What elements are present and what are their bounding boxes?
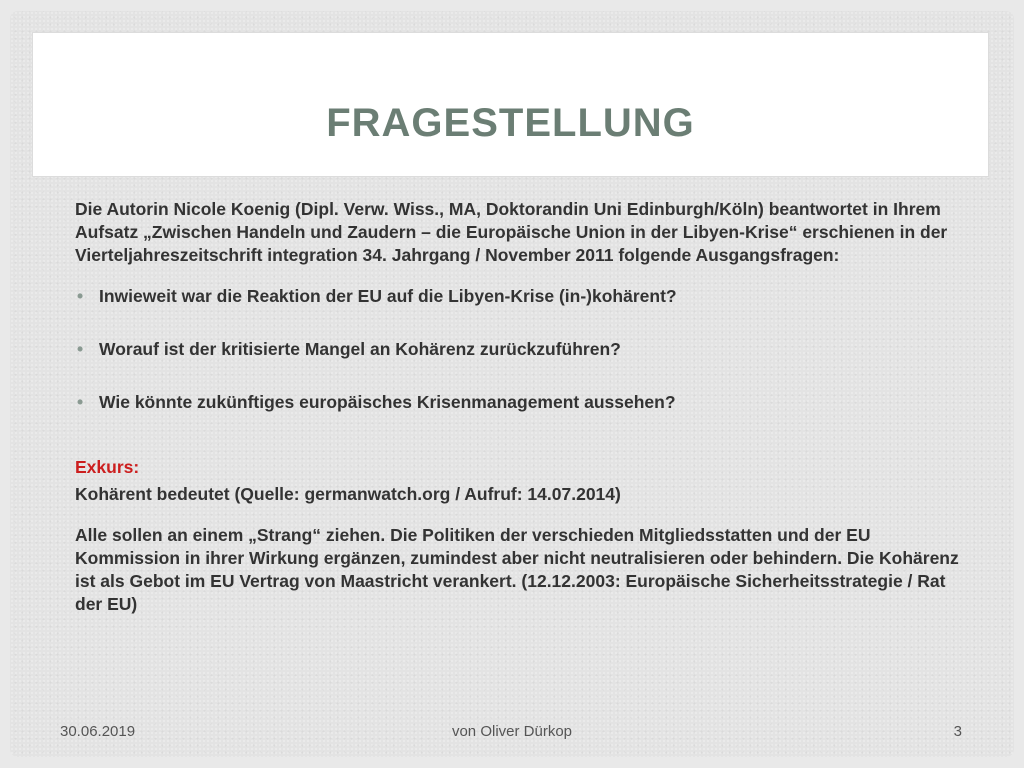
- footer-page-number: 3: [953, 723, 962, 740]
- list-item: [75, 391, 975, 414]
- bullet-icon: •: [77, 286, 84, 306]
- closing-paragraph: Alle sollen an einem „Strang“ ziehen. Die Politiken der verschieden Mitgliedsstatten und der EU Kommission in ihrer Wirkung ergänzen, zumindest aber nicht neutralisieren oder behindern. Die Kohärenz ist als Gebot im EU Vertrag von Maastricht verankert. (12.12.2003: Europäische Sicherheitsstrategie / Rat der EU): [75, 525, 959, 614]
- intro-paragraph: Die Autorin Nicole Koenig (Dipl. Verw. Wiss., MA, Doktorandin Uni Edinburgh/Köln) beantwortet in Ihrem Aufsatz „Zwischen Handeln und Zaudern – die Europäische Union in der Libyen-Krise“ erschienen in der Vierteljahreszeitschrift integration 34. Jahrgang / November 2011 folgende Ausgangsfragen:: [75, 199, 948, 265]
- footer-author: von Oliver Dürkop: [451, 723, 573, 740]
- exkurs-heading: Exkurs:: [75, 457, 140, 477]
- definition-line: Kohärent bedeutet (Quelle: germanwatch.org / Aufruf: 14.07.2014): [75, 484, 621, 504]
- list-item: [75, 338, 975, 361]
- bullet-icon: •: [77, 392, 84, 412]
- bullet-icon: •: [77, 339, 84, 359]
- question-list: [75, 285, 975, 414]
- bullet-text: Inwieweit war die Reaktion der EU auf die Libyen-Krise (in-)kohärent?: [99, 286, 677, 306]
- bullet-text: Wie könnte zukünftiges europäisches Krisenmanagement aussehen?: [99, 392, 676, 412]
- title-box: [33, 33, 988, 176]
- slide-title: FRAGESTELLUNG: [326, 101, 695, 145]
- footer-date: 30.06.2019: [60, 723, 136, 740]
- list-item: [75, 285, 975, 308]
- bullet-text: Worauf ist der kritisierte Mangel an Kohärenz zurückzuführen?: [99, 339, 621, 359]
- slide: [10, 11, 1014, 757]
- slide-content: [75, 198, 975, 616]
